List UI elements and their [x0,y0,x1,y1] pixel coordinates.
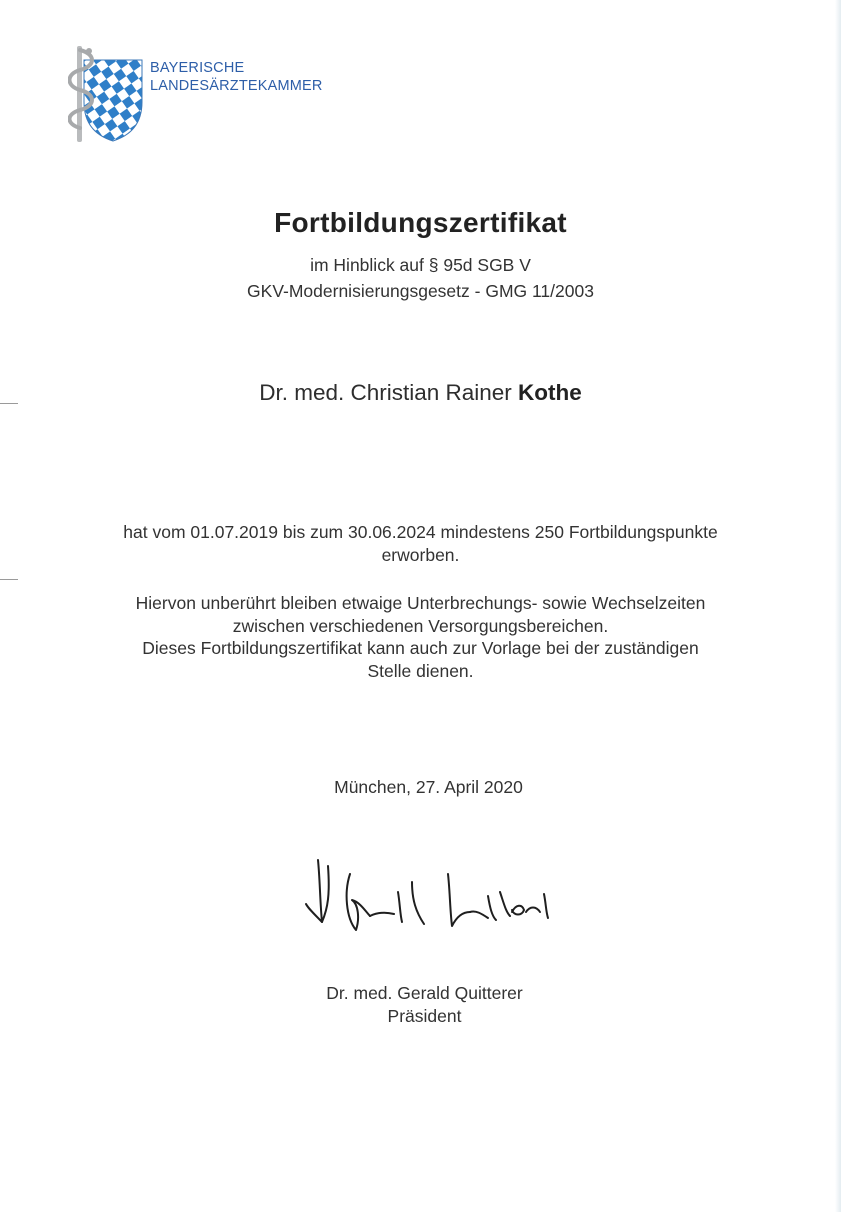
organization-logo [68,40,348,150]
signatory-name: Dr. med. Gerald Quitterer [326,983,523,1003]
certificate-subtitle-legal-basis: im Hinblick auf § 95d SGB V [310,255,531,275]
bavarian-shield-icon [68,40,148,150]
statement-line: erworben. [381,544,460,565]
certificate-title: Fortbildungszertifikat [274,207,567,238]
place-and-date: München, 27. April 2020 [334,777,523,797]
signatory-role: Präsident [387,1006,462,1026]
organization-name-line2: LANDESÄRZTEKAMMER [150,78,323,94]
fold-mark-lower [0,579,18,580]
organization-name-line1: BAYERISCHE [150,60,245,76]
recipient-surname: Kothe [518,380,582,405]
recipient-name-prefix: Dr. med. Christian Rainer [259,380,519,405]
handwritten-signature [300,852,550,942]
notes-line: zwischen verschiedenen Versorgungsbereichen. [232,615,609,636]
certificate-subtitle-act: GKV-Modernisierungsgesetz - GMG 11/2003 [247,281,594,301]
notes-line: Hiervon unberührt bleiben etwaige Unterbrechungs- sowie Wechselzeiten [135,593,706,613]
notes-line: Dieses Fortbildungszertifikat kann auch zur Vorlage bei der zuständigen [142,638,699,658]
statement-line: hat vom 01.07.2019 bis zum 30.06.2024 mindestens 250 Fortbildungspunkte [123,522,718,542]
notes-line: Stelle dienen. [367,660,474,681]
statement-paragraph [0,521,841,566]
organization-name [150,59,323,95]
notes-paragraph [0,592,841,682]
recipient-name [0,380,841,406]
